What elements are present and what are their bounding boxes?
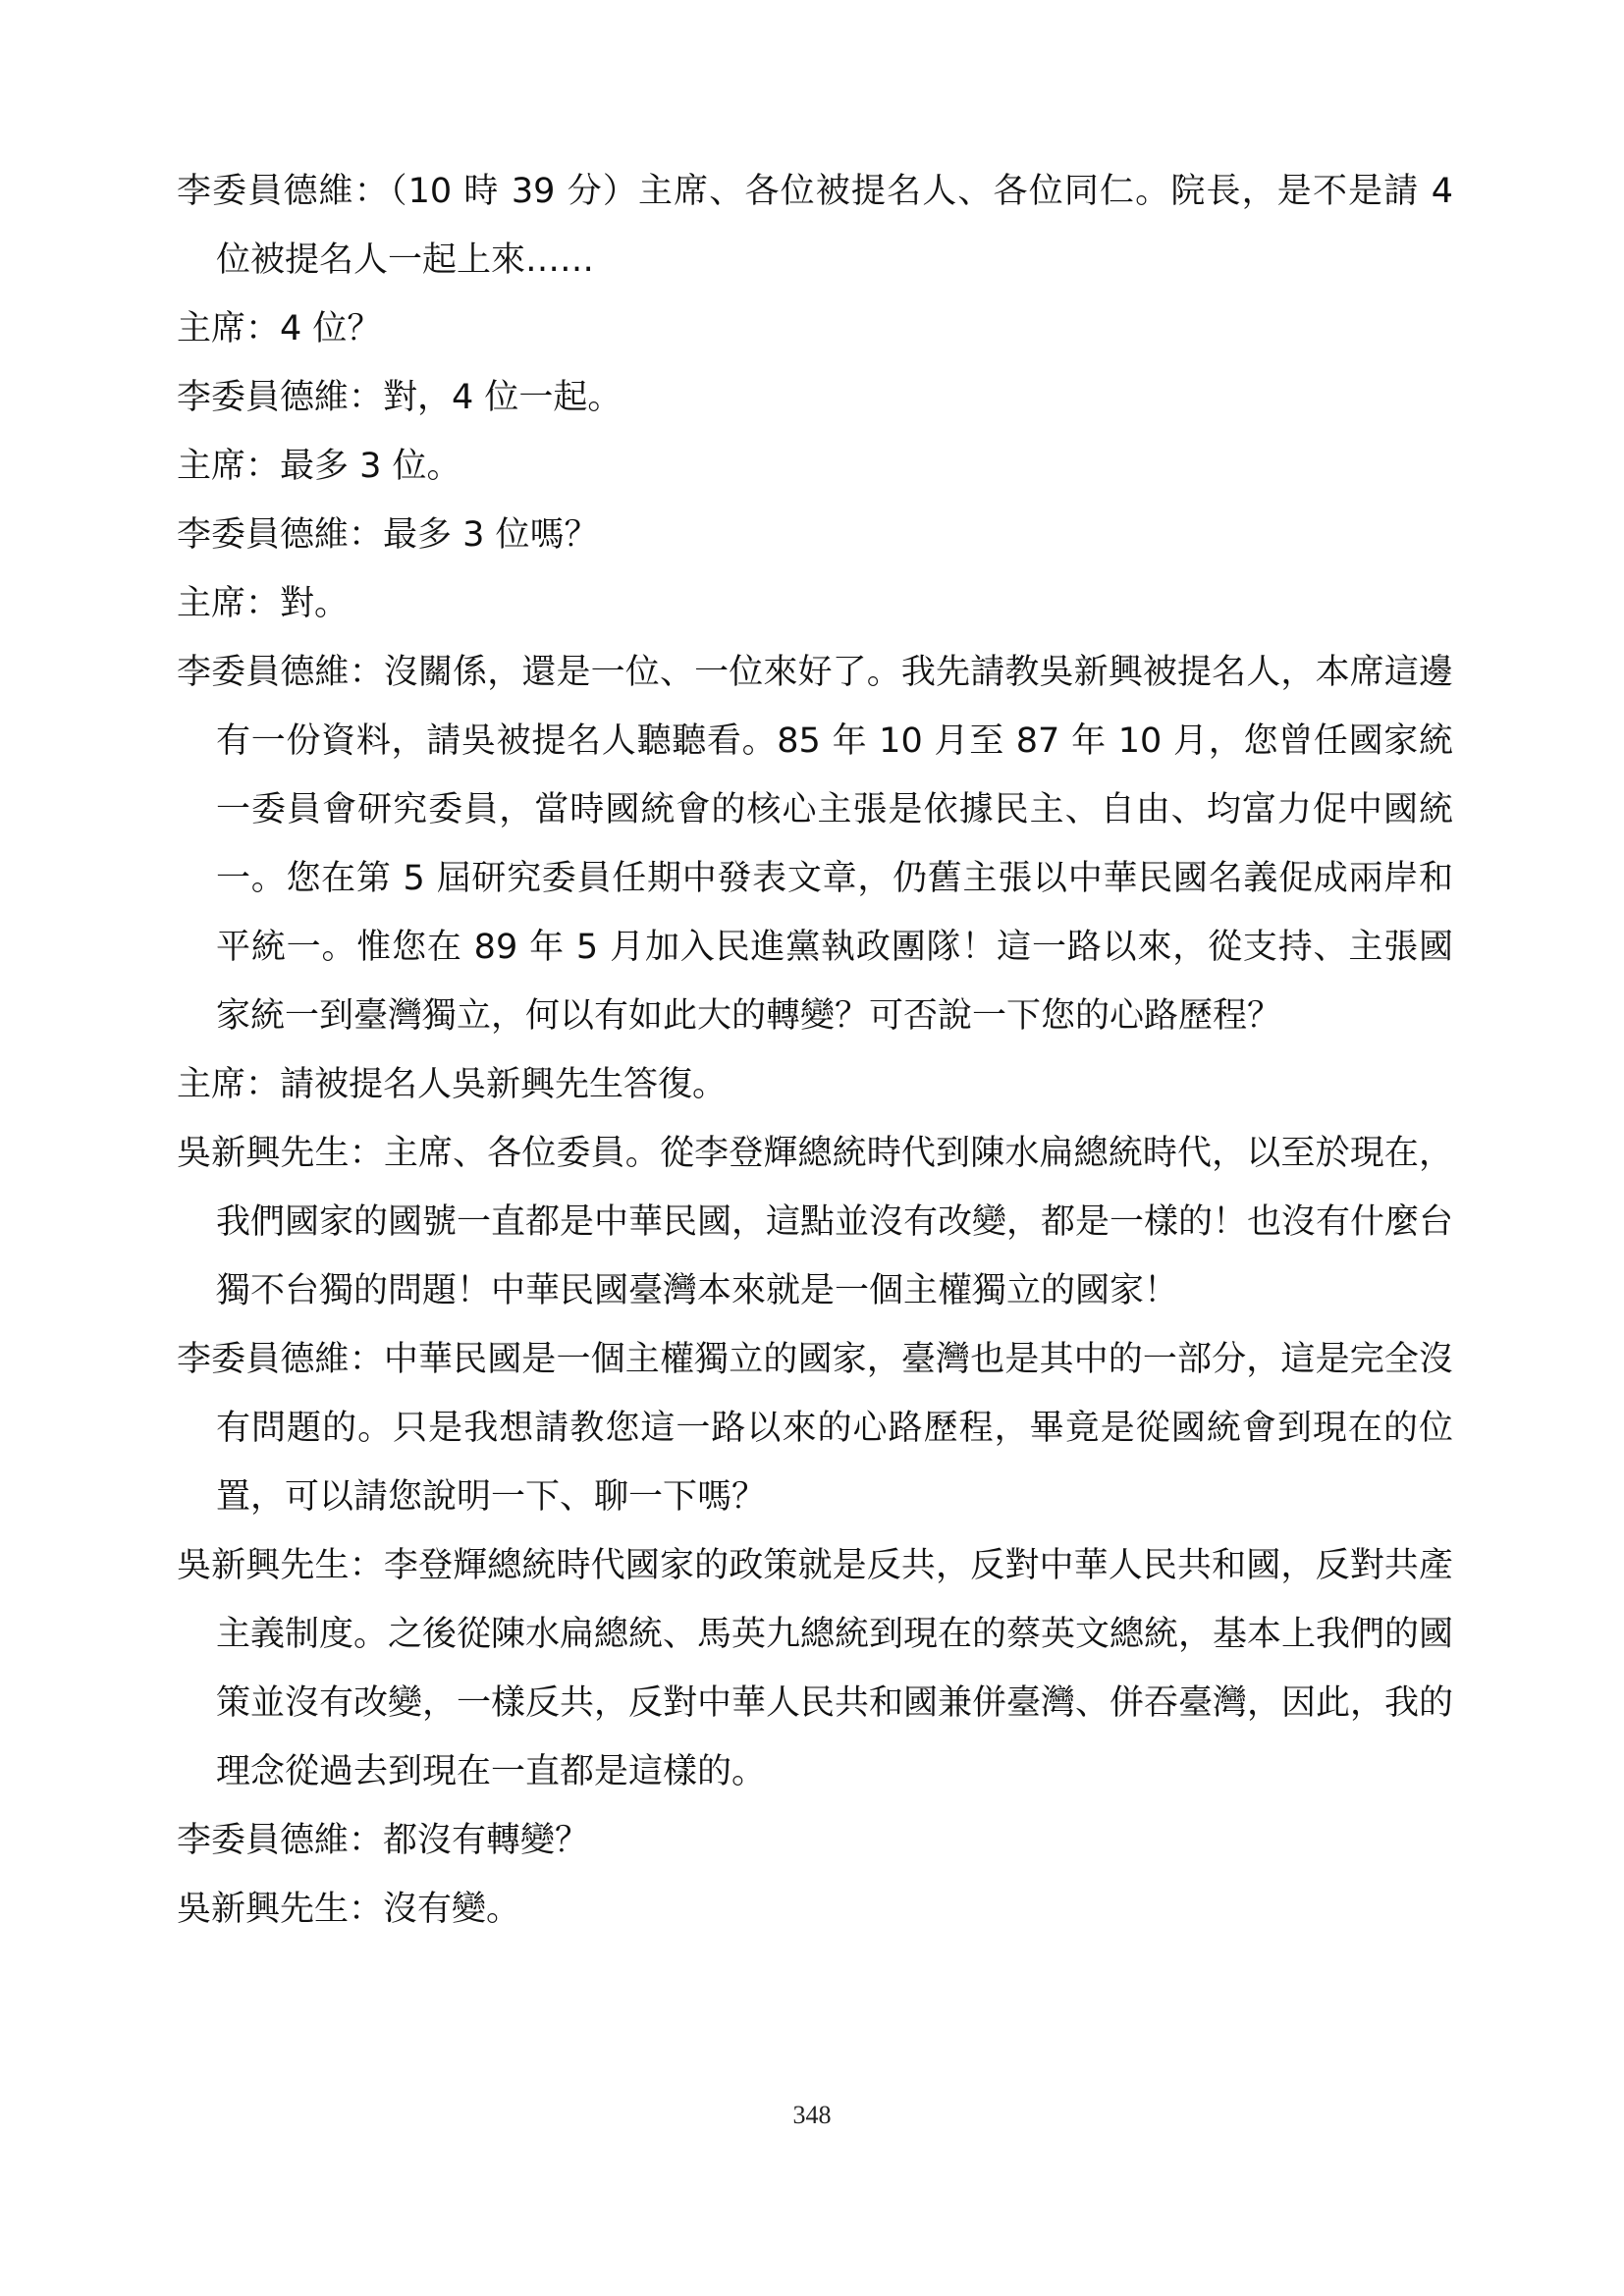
transcript — [177, 157, 1453, 1944]
utterance-text: 沒關係，還是一位、一位來好了。我先請教吳新興被提名人，本席這邊有一份資料，請吳被提名人聽聽看。85 年 10 月至 87 年 10 月，您曾任國家統一委員會研究委員，當時國統會的核心主張是依據民主、自由、均富力促中國統一。您在第 5 屆研究委員任期中發表文章，仍舊主張以中華民國名義促成兩岸和平統一。惟您在 89 年 5 月加入民進黨執政團隊！這一路以來，從支持、主張國家統一到臺灣獨立，何以有如此大的轉變？可否說一下您的心路歷程？ — [216, 653, 1453, 1036]
speaker-label: 吳新興先生： — [177, 1546, 384, 1585]
speaker-label: 主席： — [177, 584, 281, 623]
speaker-label: 李委員德維： — [177, 172, 390, 211]
utterance-text: （10 時 39 分）主席、各位被提名人、各位同仁。院長，是不是請 4 位被提名人一起上來…… — [216, 172, 1453, 280]
speaker-label: 主席： — [177, 309, 281, 348]
speaker-label: 李委員德維： — [177, 1340, 384, 1379]
utterance-text: 對，4 位一起。 — [383, 378, 623, 417]
speaker-label: 李委員德維： — [177, 378, 384, 417]
transcript-entry — [177, 1325, 1453, 1531]
transcript-entry — [177, 1806, 1453, 1875]
transcript-entry — [177, 1050, 1453, 1119]
utterance-text: 4 位？ — [280, 309, 382, 348]
utterance-text: 對。 — [280, 584, 350, 623]
utterance-text: 都沒有轉變？ — [383, 1821, 590, 1860]
transcript-entry — [177, 294, 1453, 363]
utterance-text: 沒有變。 — [383, 1890, 521, 1929]
transcript-entry — [177, 1119, 1453, 1325]
page-number: 348 — [792, 2101, 832, 2129]
speaker-label: 李委員德維： — [177, 653, 384, 692]
utterance-text: 最多 3 位嗎？ — [383, 515, 599, 555]
transcript-entry — [177, 432, 1453, 501]
transcript-entry — [177, 1875, 1453, 1944]
transcript-entry — [177, 569, 1453, 638]
speaker-label: 李委員德維： — [177, 515, 384, 555]
utterance-text: 最多 3 位。 — [280, 447, 461, 486]
speaker-label: 主席： — [177, 447, 281, 486]
utterance-text: 李登輝總統時代國家的政策就是反共，反對中華人民共和國，反對共產主義制度。之後從陳水扁總統、馬英九總統到現在的蔡英文總統，基本上我們的國策並沒有改變，一樣反共，反對中華人民共和國兼併臺灣、併吞臺灣，因此，我的理念從過去到現在一直都是這樣的。 — [216, 1546, 1454, 1791]
transcript-entry — [177, 363, 1453, 432]
utterance-text: 請被提名人吳新興先生答復。 — [280, 1065, 728, 1104]
speaker-label: 主席： — [177, 1065, 281, 1104]
speaker-label: 吳新興先生： — [177, 1134, 384, 1173]
transcript-entry — [177, 638, 1453, 1050]
speaker-label: 李委員德維： — [177, 1821, 384, 1860]
utterance-text: 中華民國是一個主權獨立的國家，臺灣也是其中的一部分，這是完全沒有問題的。只是我想請教您這一路以來的心路歷程，畢竟是從國統會到現在的位置，可以請您說明一下、聊一下嗎？ — [216, 1340, 1453, 1517]
speaker-label: 吳新興先生： — [177, 1890, 384, 1929]
transcript-entry — [177, 501, 1453, 569]
utterance-text: 主席、各位委員。從李登輝總統時代到陳水扁總統時代，以至於現在，我們國家的國號一直都是中華民國，這點並沒有改變，都是一樣的！也沒有什麼台獨不台獨的問題！中華民國臺灣本來就是一個主權獨立的國家！ — [216, 1134, 1454, 1310]
transcript-entry — [177, 157, 1453, 294]
transcript-entry — [177, 1531, 1453, 1806]
